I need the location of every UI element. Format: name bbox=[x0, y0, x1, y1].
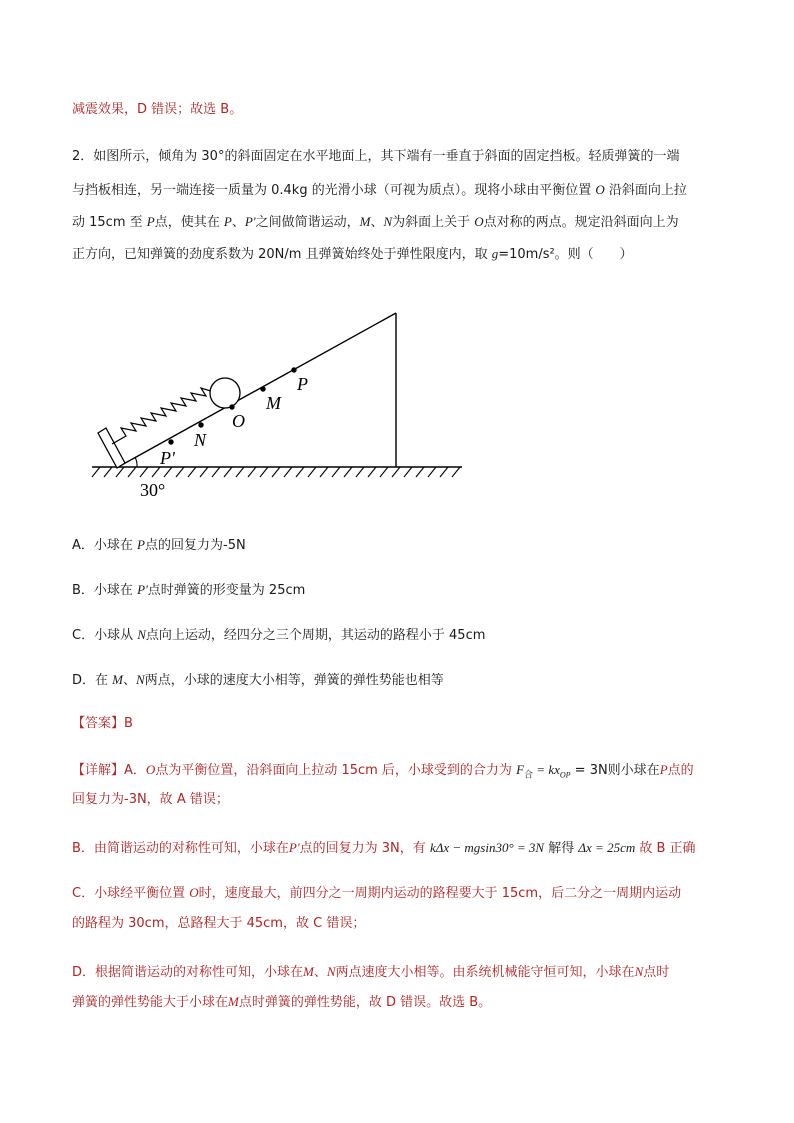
option-A bbox=[72, 535, 246, 556]
var-P-prime: P' bbox=[244, 214, 256, 229]
formula-deformation: Δx = 25cm bbox=[578, 840, 636, 855]
var-P: P bbox=[659, 762, 668, 777]
detail-text: 、 bbox=[313, 965, 327, 980]
question-text: 动 15cm 至 bbox=[72, 215, 143, 230]
point-P bbox=[291, 367, 296, 372]
formula-part: OP bbox=[559, 770, 571, 780]
var-P-prime: P' bbox=[288, 840, 300, 855]
detail-text: 点时弹簧的弹性势能，故 D 错误。故选 B。 bbox=[238, 995, 492, 1010]
answer-line bbox=[72, 714, 133, 734]
point-N bbox=[198, 422, 203, 427]
var-N: N bbox=[136, 672, 145, 687]
var-N: N bbox=[634, 964, 644, 979]
detail-text: 点时 bbox=[643, 965, 670, 980]
var-P: P bbox=[146, 214, 155, 229]
detail-A-line-2 bbox=[72, 790, 229, 810]
question-text: =10m/s²。则（ ） bbox=[498, 247, 633, 262]
question-text: 点对称的两点。规定沿斜面向上为 bbox=[483, 215, 679, 230]
label-P-prime: P' bbox=[160, 448, 175, 468]
label-P: P bbox=[297, 374, 308, 394]
label-M: M bbox=[266, 393, 281, 413]
var-O: O bbox=[145, 762, 156, 777]
detail-D-line-1 bbox=[72, 962, 669, 983]
detail-B-line bbox=[72, 838, 696, 859]
point-P-prime bbox=[168, 439, 173, 444]
option-B bbox=[72, 580, 305, 601]
option-text: B．小球在 bbox=[72, 583, 133, 598]
var-M: M bbox=[359, 214, 371, 229]
question-text: 之间做简谐运动， bbox=[255, 215, 360, 230]
option-text: 、 bbox=[123, 673, 137, 688]
formula-net-force bbox=[516, 762, 660, 781]
incline-surface bbox=[118, 313, 396, 467]
answer-value: B bbox=[124, 716, 133, 731]
var-N: N bbox=[137, 627, 146, 642]
label-O: O bbox=[232, 411, 245, 431]
formula-part: = 3N则小球在 bbox=[570, 763, 660, 778]
prev-text: 减震效果，D 错误；故选 B。 bbox=[72, 102, 243, 117]
var-P-prime: P' bbox=[137, 582, 148, 597]
detail-text: 两点速度大小相等。由系统机械能守恒可知，小球在 bbox=[335, 965, 635, 980]
var-P: P bbox=[223, 214, 232, 229]
question-text: 如图所示，倾角为 30°的斜面固定在水平地面上，其下端有一垂直于斜面的固定挡板。轻质弹簧的一端 bbox=[93, 149, 680, 164]
detail-A-line-1 bbox=[72, 760, 694, 786]
question-text: 为斜面上关于 bbox=[392, 215, 471, 230]
detail-text: 的路程为 30cm，总路程大于 45cm，故 C 错误； bbox=[72, 916, 366, 931]
formula-part: F bbox=[516, 762, 525, 777]
detail-text: D．根据简谐运动的对称性可知，小球在 bbox=[72, 965, 304, 980]
var-M: M bbox=[228, 994, 239, 1009]
question-text: 沿斜面向上拉 bbox=[608, 183, 687, 198]
option-text: 点时弹簧的形变量为 25cm bbox=[147, 583, 306, 598]
detail-text: 点的回复力为 3N，有 bbox=[299, 841, 426, 856]
detail-text: 回复力为-3N，故 A 错误； bbox=[72, 792, 229, 807]
detail-text: 点的 bbox=[667, 763, 694, 778]
ball bbox=[210, 378, 240, 408]
ground-hatching bbox=[92, 467, 460, 477]
var-N: N bbox=[383, 214, 393, 229]
angle-arc bbox=[135, 457, 137, 467]
question-text: 、 bbox=[231, 215, 245, 230]
detail-text: B．由简谐运动的对称性可知，小球在 bbox=[72, 841, 289, 856]
question-number: 2． bbox=[72, 149, 94, 164]
formula-restoring-force: kΔx − mgsin30° = 3N bbox=[429, 840, 545, 855]
detail-text: 弹簧的弹性势能大于小球在 bbox=[72, 995, 229, 1010]
detail-label: 【详解】 bbox=[72, 763, 125, 778]
option-text: 两点，小球的速度大小相等，弹簧的弹性势能也相等 bbox=[144, 673, 444, 688]
detail-text: C．小球经平衡位置 bbox=[72, 886, 186, 901]
detail-text: 解得 bbox=[548, 841, 575, 856]
var-N: N bbox=[326, 964, 336, 979]
detail-text: 故 B 正确 bbox=[639, 841, 696, 856]
var-O: O bbox=[595, 182, 605, 197]
option-text: C．小球从 bbox=[72, 628, 134, 643]
label-angle: 30° bbox=[140, 480, 166, 500]
baffle-plate bbox=[98, 428, 125, 468]
detail-D-line-2 bbox=[72, 992, 491, 1013]
option-C bbox=[72, 625, 485, 646]
var-P: P bbox=[137, 537, 145, 552]
label-N: N bbox=[194, 430, 207, 450]
var-M: M bbox=[112, 672, 123, 687]
incline-spring-figure bbox=[0, 0, 794, 520]
detail-text: 时，速度最大，前四分之一周期内运动的路程要大于 15cm，后二分之一周期内运动 bbox=[198, 886, 682, 901]
point-M bbox=[260, 386, 265, 391]
var-O: O bbox=[189, 885, 199, 900]
option-text: D．在 bbox=[72, 673, 109, 688]
formula-part: 合 bbox=[524, 770, 534, 781]
question-text: 点，使其在 bbox=[154, 215, 220, 230]
point-O bbox=[229, 404, 234, 409]
detail-C-line-1 bbox=[72, 883, 681, 904]
var-M: M bbox=[303, 964, 314, 979]
var-g: g bbox=[491, 246, 499, 261]
option-text: 点的回复力为-5N bbox=[145, 538, 246, 553]
option-text: A．小球在 bbox=[72, 538, 133, 553]
question-text: 与挡板相连，另一端连接一质量为 0.4kg 的光滑小球（可视为质点）。现将小球由平衡位置 bbox=[72, 183, 592, 198]
detail-text: A． bbox=[124, 763, 146, 778]
detail-text: 点为平衡位置，沿斜面向上拉动 15cm 后，小球受到的合力为 bbox=[155, 763, 512, 778]
answer-label: 【答案】 bbox=[72, 716, 125, 731]
question-text: 、 bbox=[370, 215, 384, 230]
question-text: 正方向，已知弹簧的劲度系数为 20N/m 且弹簧始终处于弹性限度内，取 bbox=[72, 247, 488, 262]
var-O: O bbox=[474, 214, 484, 229]
option-text: 点向上运动，经四分之三个周期，其运动的路程小于 45cm bbox=[145, 628, 486, 643]
detail-C-line-2 bbox=[72, 914, 365, 934]
formula-part: = kx bbox=[533, 762, 560, 777]
option-D bbox=[72, 670, 444, 691]
